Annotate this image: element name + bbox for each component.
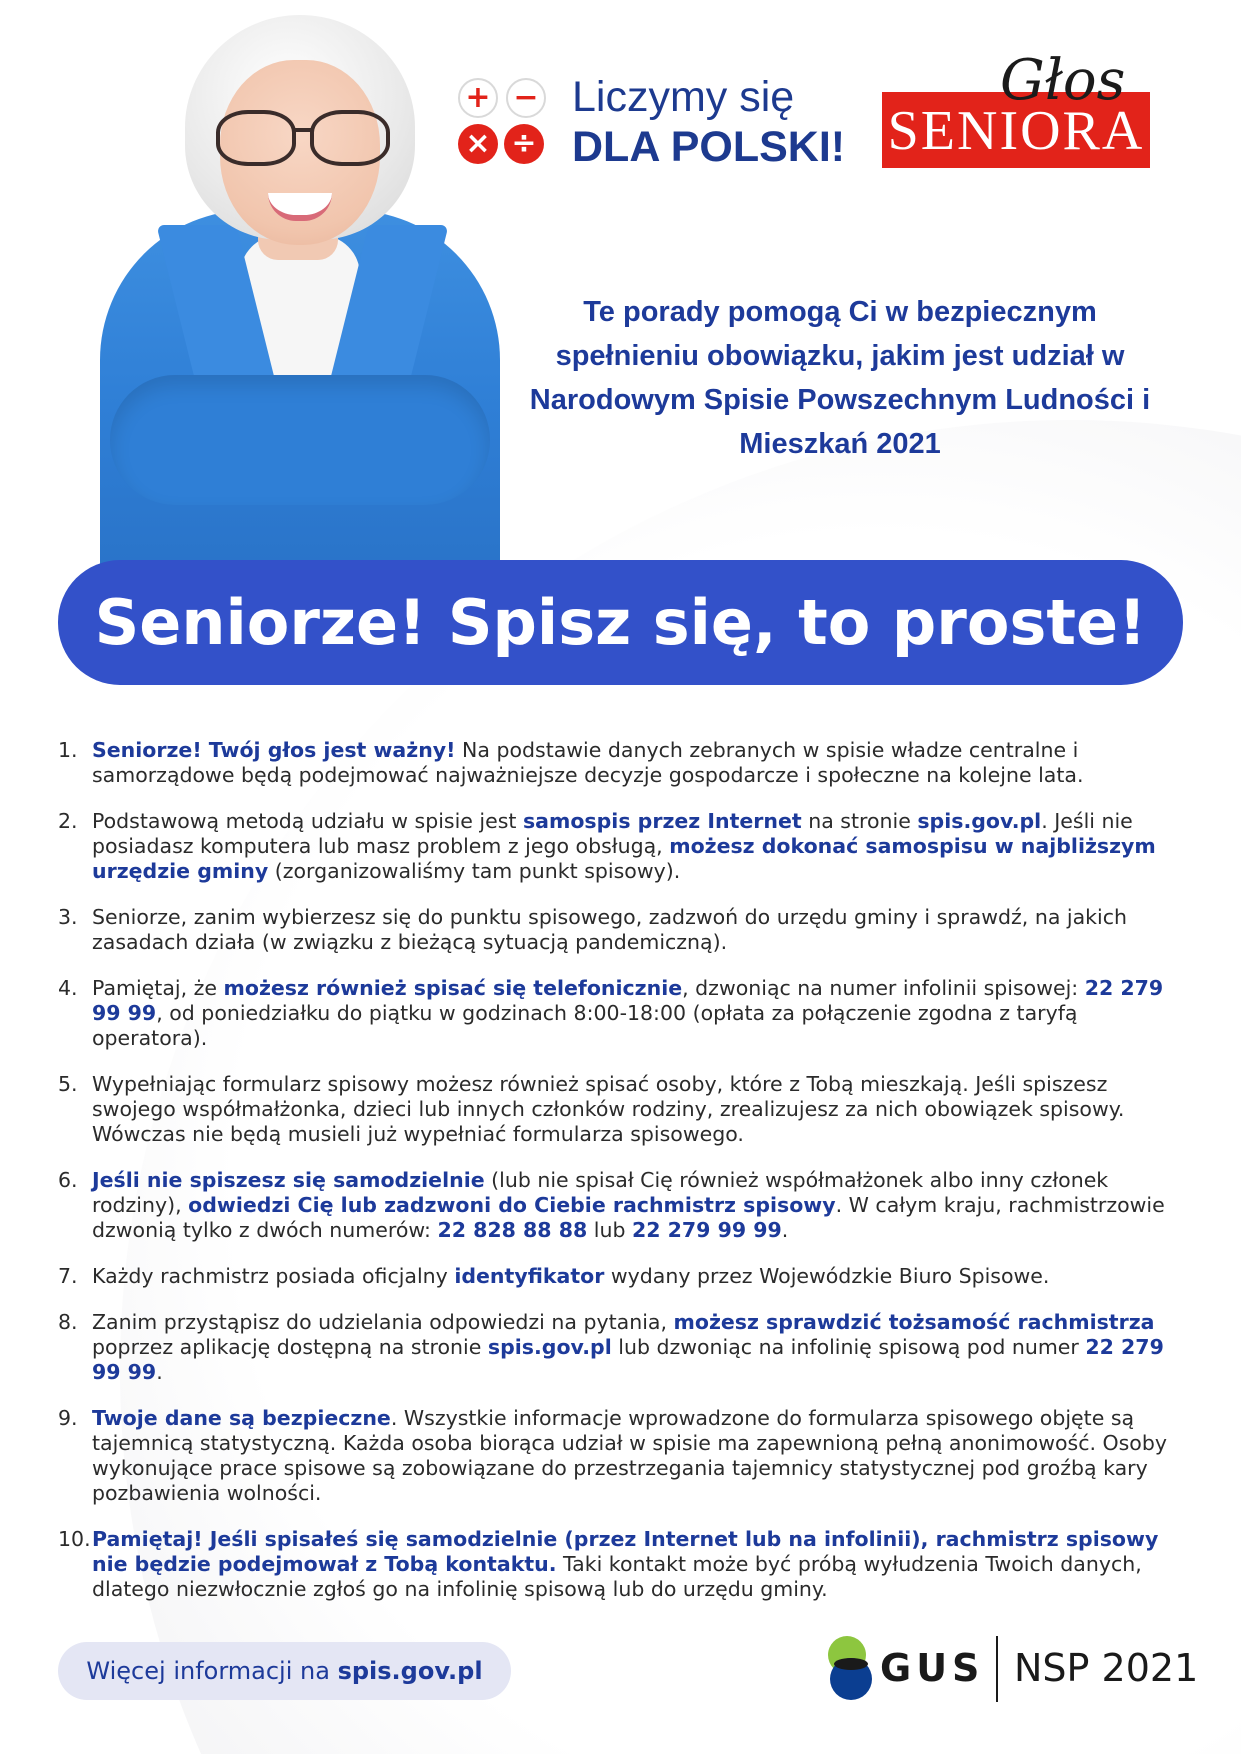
tip-text-part: Wypełniając formularz spisowy możesz również spisać osoby, które z Tobą mieszkają. Jeśli spiszesz swojego współmałżonka, dzieci lub innych członków rodziny, zrealizujesz za nich obowiązek spisowy. Wówczas nie będą musieli już wypełniać formularza spisowego. (92, 1072, 1125, 1146)
tip-item (58, 1264, 1183, 1289)
tip-number: 7. (58, 1264, 78, 1288)
tip-highlight: 22 279 99 99 (92, 1335, 1164, 1384)
tip-highlight: możesz również spisać się telefonicznie (223, 976, 683, 1000)
headline-banner (58, 560, 1183, 685)
tip-highlight: 22 279 99 99 (631, 1218, 782, 1242)
tip-text-part: Seniorze, zanim wybierzesz się do punktu spisowego, zadzwoń do urzędu gminy i sprawdź, na jakich zasadach działa (w związku z bieżącą sytuacją pandemiczną). (92, 905, 1127, 954)
tip-number: 5. (58, 1072, 78, 1096)
tip-text (92, 1406, 1183, 1506)
tip-text-part: Każdy rachmistrz posiada oficjalny (92, 1264, 455, 1288)
tip-text-part: . W całym kraju, rachmistrzowie dzwonią tylko z dwóch numerów: (92, 1193, 1165, 1242)
tip-text-part: (lub nie spisał Cię również współmałżonek albo inny członek rodziny), (92, 1168, 1109, 1217)
glos-seniora-logo (880, 48, 1155, 170)
campaign-tagline (572, 72, 845, 172)
times-icon: × (458, 124, 498, 164)
tip-text-part: Pamiętaj, że (92, 976, 224, 1000)
tip-number: 10. (58, 1527, 91, 1551)
tip-text-part: . Jeśli nie posiadasz komputera lub masz problem z jego obsługą, (92, 809, 1133, 858)
tagline-line-2: DLA POLSKI! (572, 123, 846, 171)
tip-text-part: , od poniedziałku do piątku w godzinach 8:00-18:00 (opłata za połączenie zgodna z taryfą operatora). (92, 1001, 1078, 1050)
gus-label: GUS (880, 1646, 985, 1690)
tip-highlight: Seniorze! Twój głos jest ważny! (92, 738, 456, 762)
banner-title: Seniorze! Spisz się, to proste! (94, 586, 1147, 659)
divide-icon: ÷ (504, 124, 544, 164)
tip-text-part: Zanim przystąpisz do udzielania odpowiedzi na pytania, (92, 1310, 674, 1334)
tip-text (92, 1072, 1183, 1147)
tip-text (92, 1310, 1183, 1385)
tip-number: 8. (58, 1310, 78, 1334)
tip-text-part: Na podstawie danych zebranych w spisie władze centralne i samorządowe będą podejmować najważniejsze decyzje gospodarcze i społeczne na kolejne lata. (92, 738, 1084, 787)
tip-number: 2. (58, 809, 78, 833)
tip-highlight: spis.gov.pl (917, 809, 1042, 833)
tip-number: 9. (58, 1406, 78, 1430)
tip-number: 6. (58, 1168, 78, 1192)
gus-logo-dark-band (834, 1658, 868, 1670)
more-info-prefix: Więcej informacji na (86, 1657, 338, 1685)
tip-item (58, 738, 1183, 788)
tip-item (58, 1168, 1183, 1243)
tip-text-part: (zorganizowaliśmy tam punkt spisowy). (268, 859, 681, 883)
tip-highlight: odwiedzi Cię lub zadzwoni do Ciebie rachmistrz spisowy (188, 1193, 836, 1217)
logo-word: SENIORA (887, 100, 1145, 162)
more-info-link[interactable]: spis.gov.pl (337, 1657, 483, 1685)
tip-highlight: identyfikator (454, 1264, 605, 1288)
tip-text-part: poprzez aplikację dostępną na stronie (92, 1335, 488, 1359)
tagline-line-1: Liczymy się (572, 73, 795, 121)
tip-highlight: 22 279 99 99 (92, 976, 1164, 1025)
tip-text-part: , dzwoniąc na numer infolinii spisowej: (682, 976, 1085, 1000)
tip-text-part: Podstawową metodą udziału w spisie jest (92, 809, 523, 833)
tip-highlight: spis.gov.pl (487, 1335, 612, 1359)
tip-highlight: Twoje dane są bezpieczne (92, 1406, 391, 1430)
math-symbols-icon (458, 78, 550, 164)
glasses (208, 110, 398, 160)
glasses-lens-left (216, 110, 296, 166)
tip-text-part: lub (587, 1218, 632, 1242)
tip-text (92, 905, 1183, 955)
gus-logo-icon (828, 1636, 888, 1702)
tip-item (58, 1072, 1183, 1147)
tip-text (92, 809, 1183, 884)
tip-number: 3. (58, 905, 78, 929)
minus-icon: − (506, 78, 546, 118)
tip-text-part: . Wszystkie informacje wprowadzone do formularza spisowego objęte są tajemnicą statystyczną. Każda osoba biorąca udział w spisie ma zapewnioną pełną anonimowość. Osoby wykonujące prace spisowe są zobowiązane do przestrzegania tajemnicy statystycznej pod groźbą kary pozbawienia wolności. (92, 1406, 1167, 1505)
tip-text-part: wydany przez Wojewódzkie Biuro Spisowe. (604, 1264, 1050, 1288)
nsp-label: NSP 2021 (1014, 1646, 1199, 1690)
tip-item (58, 905, 1183, 955)
tip-highlight: możesz dokonać samospisu w najbliższym urzędzie gminy (92, 834, 1156, 883)
tip-text (92, 1264, 1183, 1289)
tip-text-part: . (781, 1218, 789, 1242)
tip-highlight: Jeśli nie spiszesz się samodzielnie (92, 1168, 485, 1192)
footer-divider (996, 1636, 998, 1702)
tip-highlight: możesz sprawdzić tożsamość rachmistrza (673, 1310, 1155, 1334)
intro-text: Te porady pomogą Ci w bezpiecznym spełnieniu obowiązku, jakim jest udział w Narodowym Spisie Powszechnym Ludności i Mieszkań 2021 (529, 296, 1151, 460)
tips-list (58, 738, 1183, 1623)
tip-text (92, 738, 1183, 788)
tip-text (92, 1168, 1183, 1243)
tip-item (58, 1406, 1183, 1506)
tip-text-part: . (156, 1360, 163, 1384)
tip-text (92, 1527, 1183, 1602)
tip-text (92, 976, 1183, 1051)
tip-number: 1. (58, 738, 78, 762)
logo-script: Głos (1000, 48, 1126, 113)
tip-item (58, 976, 1183, 1051)
more-info-pill[interactable] (58, 1642, 511, 1700)
tip-item (58, 1527, 1183, 1602)
tip-highlight: Pamiętaj! Jeśli spisałeś się samodzielnie (przez Internet lub na infolinii), rachmistrz spisowy nie będzie podejmował z Tobą kontaktu. (92, 1527, 1159, 1576)
plus-icon: + (458, 78, 498, 118)
tip-text-part: Taki kontakt może być próbą wyłudzenia Twoich danych, dlatego niezwłocznie zgłoś go na infolinię spisową lub do urzędu gminy. (92, 1552, 1142, 1601)
tip-item (58, 809, 1183, 884)
tip-item (58, 1310, 1183, 1385)
crossed-arms (110, 375, 490, 505)
tip-text-part: lub dzwoniąc na infolinię spisową pod numer (611, 1335, 1086, 1359)
tip-text-part: na stronie (801, 809, 918, 833)
tip-number: 4. (58, 976, 78, 1000)
senior-woman-photo (90, 15, 510, 560)
tip-highlight: samospis przez Internet (522, 809, 802, 833)
tip-highlight: 22 828 88 88 (437, 1218, 588, 1242)
glasses-lens-right (310, 110, 390, 166)
